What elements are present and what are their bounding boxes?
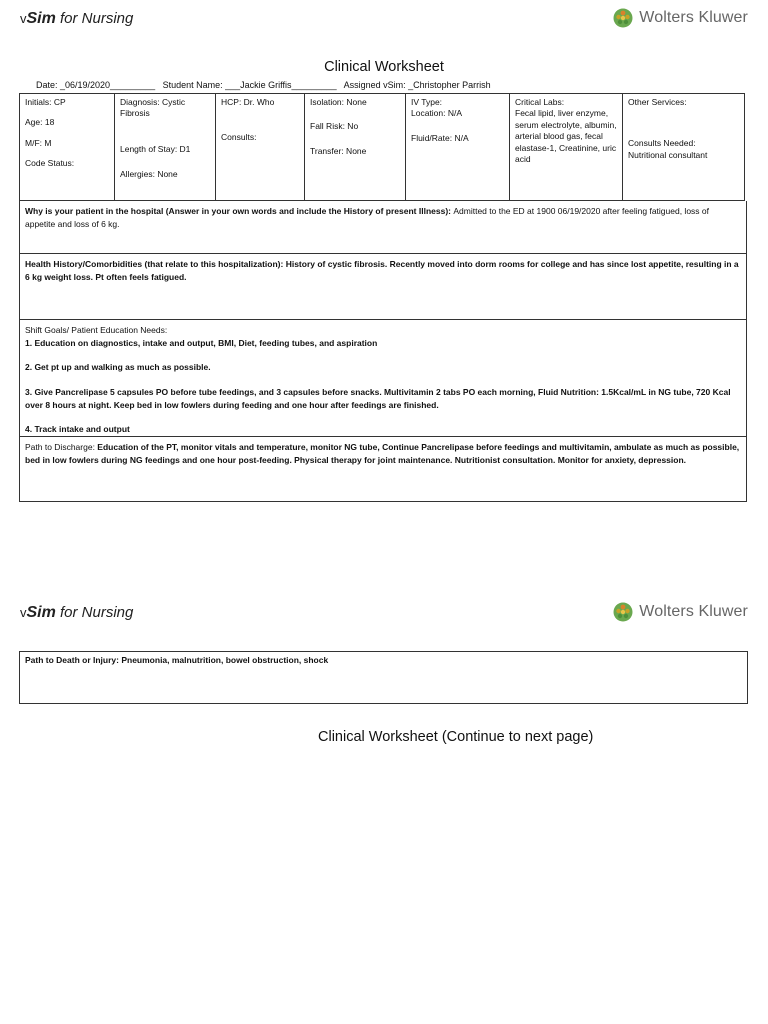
isolation: Isolation: None xyxy=(310,97,367,107)
publisher-name: Wolters Kluwer xyxy=(639,9,748,26)
death-label: Path to Death or Injury: xyxy=(25,655,122,665)
goal-item-1: 1. Education on diagnostics, intake and output, BMI, Diet, feeding tubes, and aspiration xyxy=(25,338,378,349)
brand-sim-2: Sim xyxy=(26,604,56,621)
critical-labs-list: Fecal lipid, liver enzyme, serum electrolyte, albumin, arterial blood gas, fecal elastase-1, Creatinine, uric acid xyxy=(515,108,617,165)
page-2-header xyxy=(0,602,768,638)
brand-v: v xyxy=(20,11,27,26)
critical-labs-cell xyxy=(510,94,623,201)
brand-sim: Sim xyxy=(26,10,56,27)
iv-location: Location: N/A xyxy=(411,108,463,119)
sex: M/F: M xyxy=(25,137,52,148)
consults-needed-label: Consults Needed: xyxy=(628,138,696,149)
brand-v-2: v xyxy=(20,605,27,620)
length-of-stay: Length of Stay: D1 xyxy=(120,143,191,154)
age: Age: 18 xyxy=(25,117,55,128)
initials: Initials: CP xyxy=(25,97,66,107)
brand-rest-2: for Nursing xyxy=(55,604,134,621)
iv-cell xyxy=(406,94,510,201)
fall-risk: Fall Risk: No xyxy=(310,121,359,132)
consults-needed: Nutritional consultant xyxy=(628,149,708,160)
wolters-kluwer-logo-icon xyxy=(613,8,633,28)
date-field: Date: _06/19/2020_________ xyxy=(36,80,156,90)
patient-identity-cell xyxy=(20,94,115,201)
iv-type: IV Type: xyxy=(411,97,443,107)
meta-line xyxy=(36,80,491,90)
goal-item-2: 2. Get pt up and walking as much as possible. xyxy=(25,362,211,373)
publisher-name-2: Wolters Kluwer xyxy=(639,603,748,620)
diagnosis-cell xyxy=(115,94,216,201)
vsim-brand-logo xyxy=(20,10,133,28)
consults: Consults: xyxy=(221,132,257,143)
reason-for-admission-section xyxy=(19,201,747,254)
discharge-label: Path to Discharge: xyxy=(25,442,98,452)
student-name-field: Student Name: ___Jackie Griffis_________ xyxy=(162,80,337,90)
reason-label: Why is your patient in the hospital (Answer in your own words and include the History of present Illness): xyxy=(25,206,454,216)
page-header xyxy=(0,8,768,44)
reason-text: Admitted to the ED at 1900 06/19/2020 after feeling fatigued, loss of appetite and loss of 6 kg. xyxy=(25,206,710,230)
health-history-text: History of cystic fibrosis. Recently moved into dorm rooms for college and has since lost appetite, resulting in a 6 kg weight loss. Pt often feels fatigued. xyxy=(25,259,739,283)
goal-item-4: 4. Track intake and output xyxy=(25,423,130,434)
page-title: Clinical Worksheet xyxy=(324,59,444,75)
other-services: Other Services: xyxy=(628,97,687,107)
discharge-text: Education of the PT, monitor vitals and temperature, monitor NG tube, Continue Pancrelipase before feedings and multivitamin, ambulate as much as possible, bed in low fowlers during NG feedings and one hour post-feeding. Physical therapy for joint maintenance. Nutritionist consultation. Monitor for anxiety, depression. xyxy=(25,442,740,466)
isolation-cell xyxy=(305,94,406,201)
code-status: Code Status: xyxy=(25,158,75,169)
hcp-cell xyxy=(216,94,305,201)
wolters-kluwer-brand xyxy=(613,8,748,28)
diagnosis: Diagnosis: Cystic Fibrosis xyxy=(120,97,186,119)
patient-info-table xyxy=(19,93,745,201)
wolters-kluwer-logo-icon xyxy=(613,602,633,622)
shift-goals-label: Shift Goals/ Patient Education Needs: xyxy=(25,325,168,335)
path-to-death-section xyxy=(19,651,748,704)
other-services-cell xyxy=(623,94,745,201)
wolters-kluwer-brand-page-2 xyxy=(613,602,748,622)
health-history-section xyxy=(19,254,747,320)
allergies: Allergies: None xyxy=(120,169,178,180)
path-to-discharge-section xyxy=(19,436,747,502)
death-text: Pneumonia, malnutrition, bowel obstruction, shock xyxy=(121,655,329,665)
hcp: HCP: Dr. Who xyxy=(221,97,275,107)
goal-item-3: 3. Give Pancrelipase 5 capsules PO before tube feedings, and 3 capsules before snacks. Multivitamin 2 tabs PO each morning, Fluid Nutrition: 1.5Kcal/mL in NG tube, 720 Kcal over 8 hours at night. Keep bed in low fowlers during feeding and one hour after feedings are finished. xyxy=(25,386,731,410)
critical-labs-label: Critical Labs: xyxy=(515,97,565,107)
health-history-label: Health History/Comorbidities (that relate to this hospitalization): xyxy=(25,259,286,269)
fluid-rate: Fluid/Rate: N/A xyxy=(411,132,469,143)
vsim-brand-logo-page-2 xyxy=(20,604,133,622)
assigned-vsim-field: Assigned vSim: _Christopher Parrish xyxy=(343,80,491,90)
transfer: Transfer: None xyxy=(310,145,367,156)
brand-rest: for Nursing xyxy=(55,10,134,27)
continue-title: Clinical Worksheet (Continue to next page) xyxy=(318,729,594,745)
